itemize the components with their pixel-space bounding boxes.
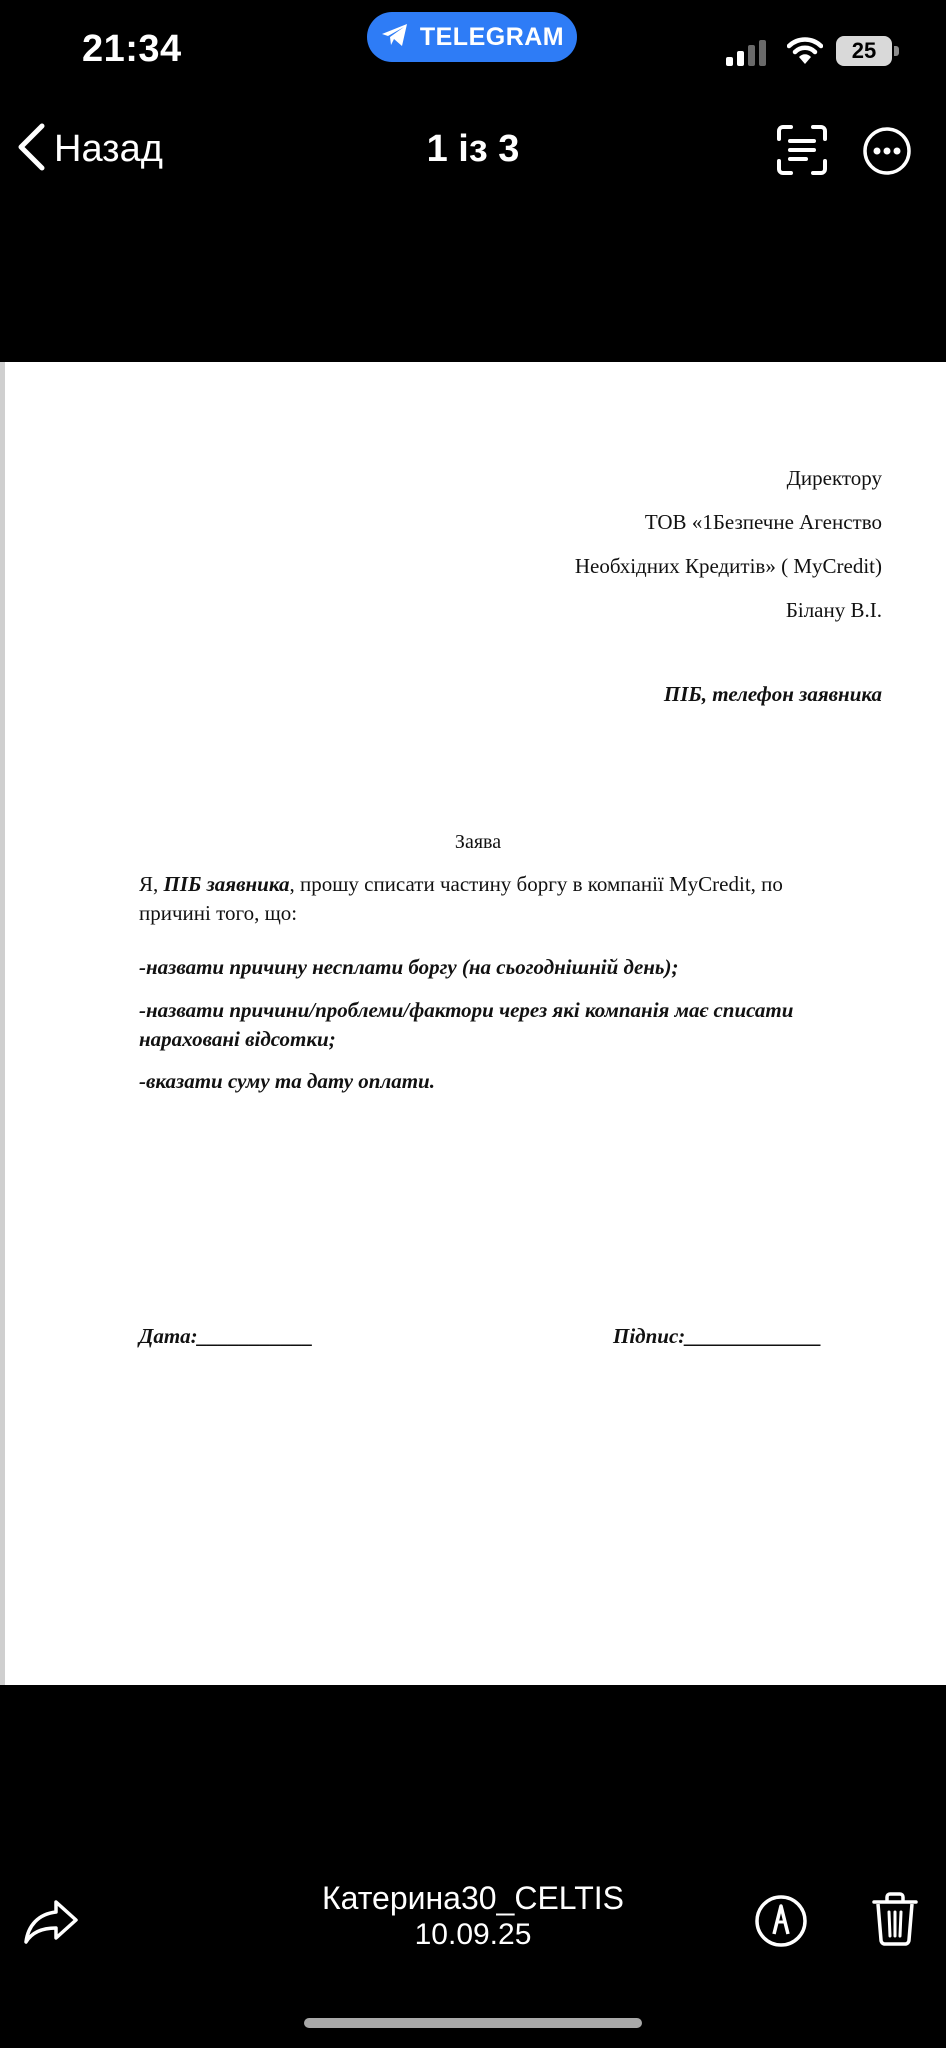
battery-icon (836, 36, 900, 66)
bullet-item: -назвати причини/проблеми/фактори через які компанія має списати нараховані відсотки; (139, 998, 794, 1051)
more-icon (862, 163, 912, 180)
date-field: Дата:___________ (139, 1324, 314, 1348)
status-time: 21:34 (82, 28, 182, 70)
message-date: 10.09.25 (414, 1918, 532, 1951)
trash-icon (872, 1933, 918, 1950)
signal-icon (726, 40, 770, 66)
delete-button[interactable] (872, 1892, 918, 1946)
statement-applicant: ПІБ заявника (163, 872, 290, 896)
document-title: Заява (454, 831, 502, 853)
addressee-line: Директору (786, 466, 882, 490)
addressee-line: Білану В.І. (785, 598, 882, 622)
signature-field: Підпис:_____________ (613, 1324, 822, 1348)
home-indicator[interactable] (304, 2018, 642, 2028)
markup-icon (754, 1935, 808, 1952)
bullet-item: -вказати суму та дату оплати. (139, 1069, 435, 1093)
back-label: Назад (54, 128, 163, 170)
sender-name: Катерина30_CELTIS (321, 1880, 624, 1916)
addressee-line: ТОВ «1Безпечне Агенство (644, 510, 882, 534)
statement-prefix: Я, (139, 872, 164, 896)
addressee-line: Необхідних Кредитів» ( MyCredit) (574, 554, 882, 578)
document-page[interactable] (0, 362, 946, 1685)
app-pill-label: TELEGRAM (419, 22, 565, 51)
wifi-icon (787, 36, 823, 66)
return-to-app-pill[interactable] (367, 12, 577, 62)
text-scan-icon (776, 163, 828, 180)
applicant-line: ПІБ, телефон заявника (663, 682, 882, 706)
markup-button[interactable] (754, 1894, 808, 1948)
text-scan-button[interactable] (776, 124, 828, 176)
page-counter: 1 із 3 (426, 128, 520, 170)
bullet-item: -назвати причину несплати боргу (на сьогоднішній день); (139, 955, 679, 979)
battery-level: 25 (836, 36, 892, 66)
statement-text (139, 870, 859, 928)
more-button[interactable] (862, 126, 912, 176)
telegram-plane-icon (380, 22, 410, 53)
statement-rest: , прошу списати частину боргу в компанії MyCredit, по причині того, що: (139, 872, 783, 925)
